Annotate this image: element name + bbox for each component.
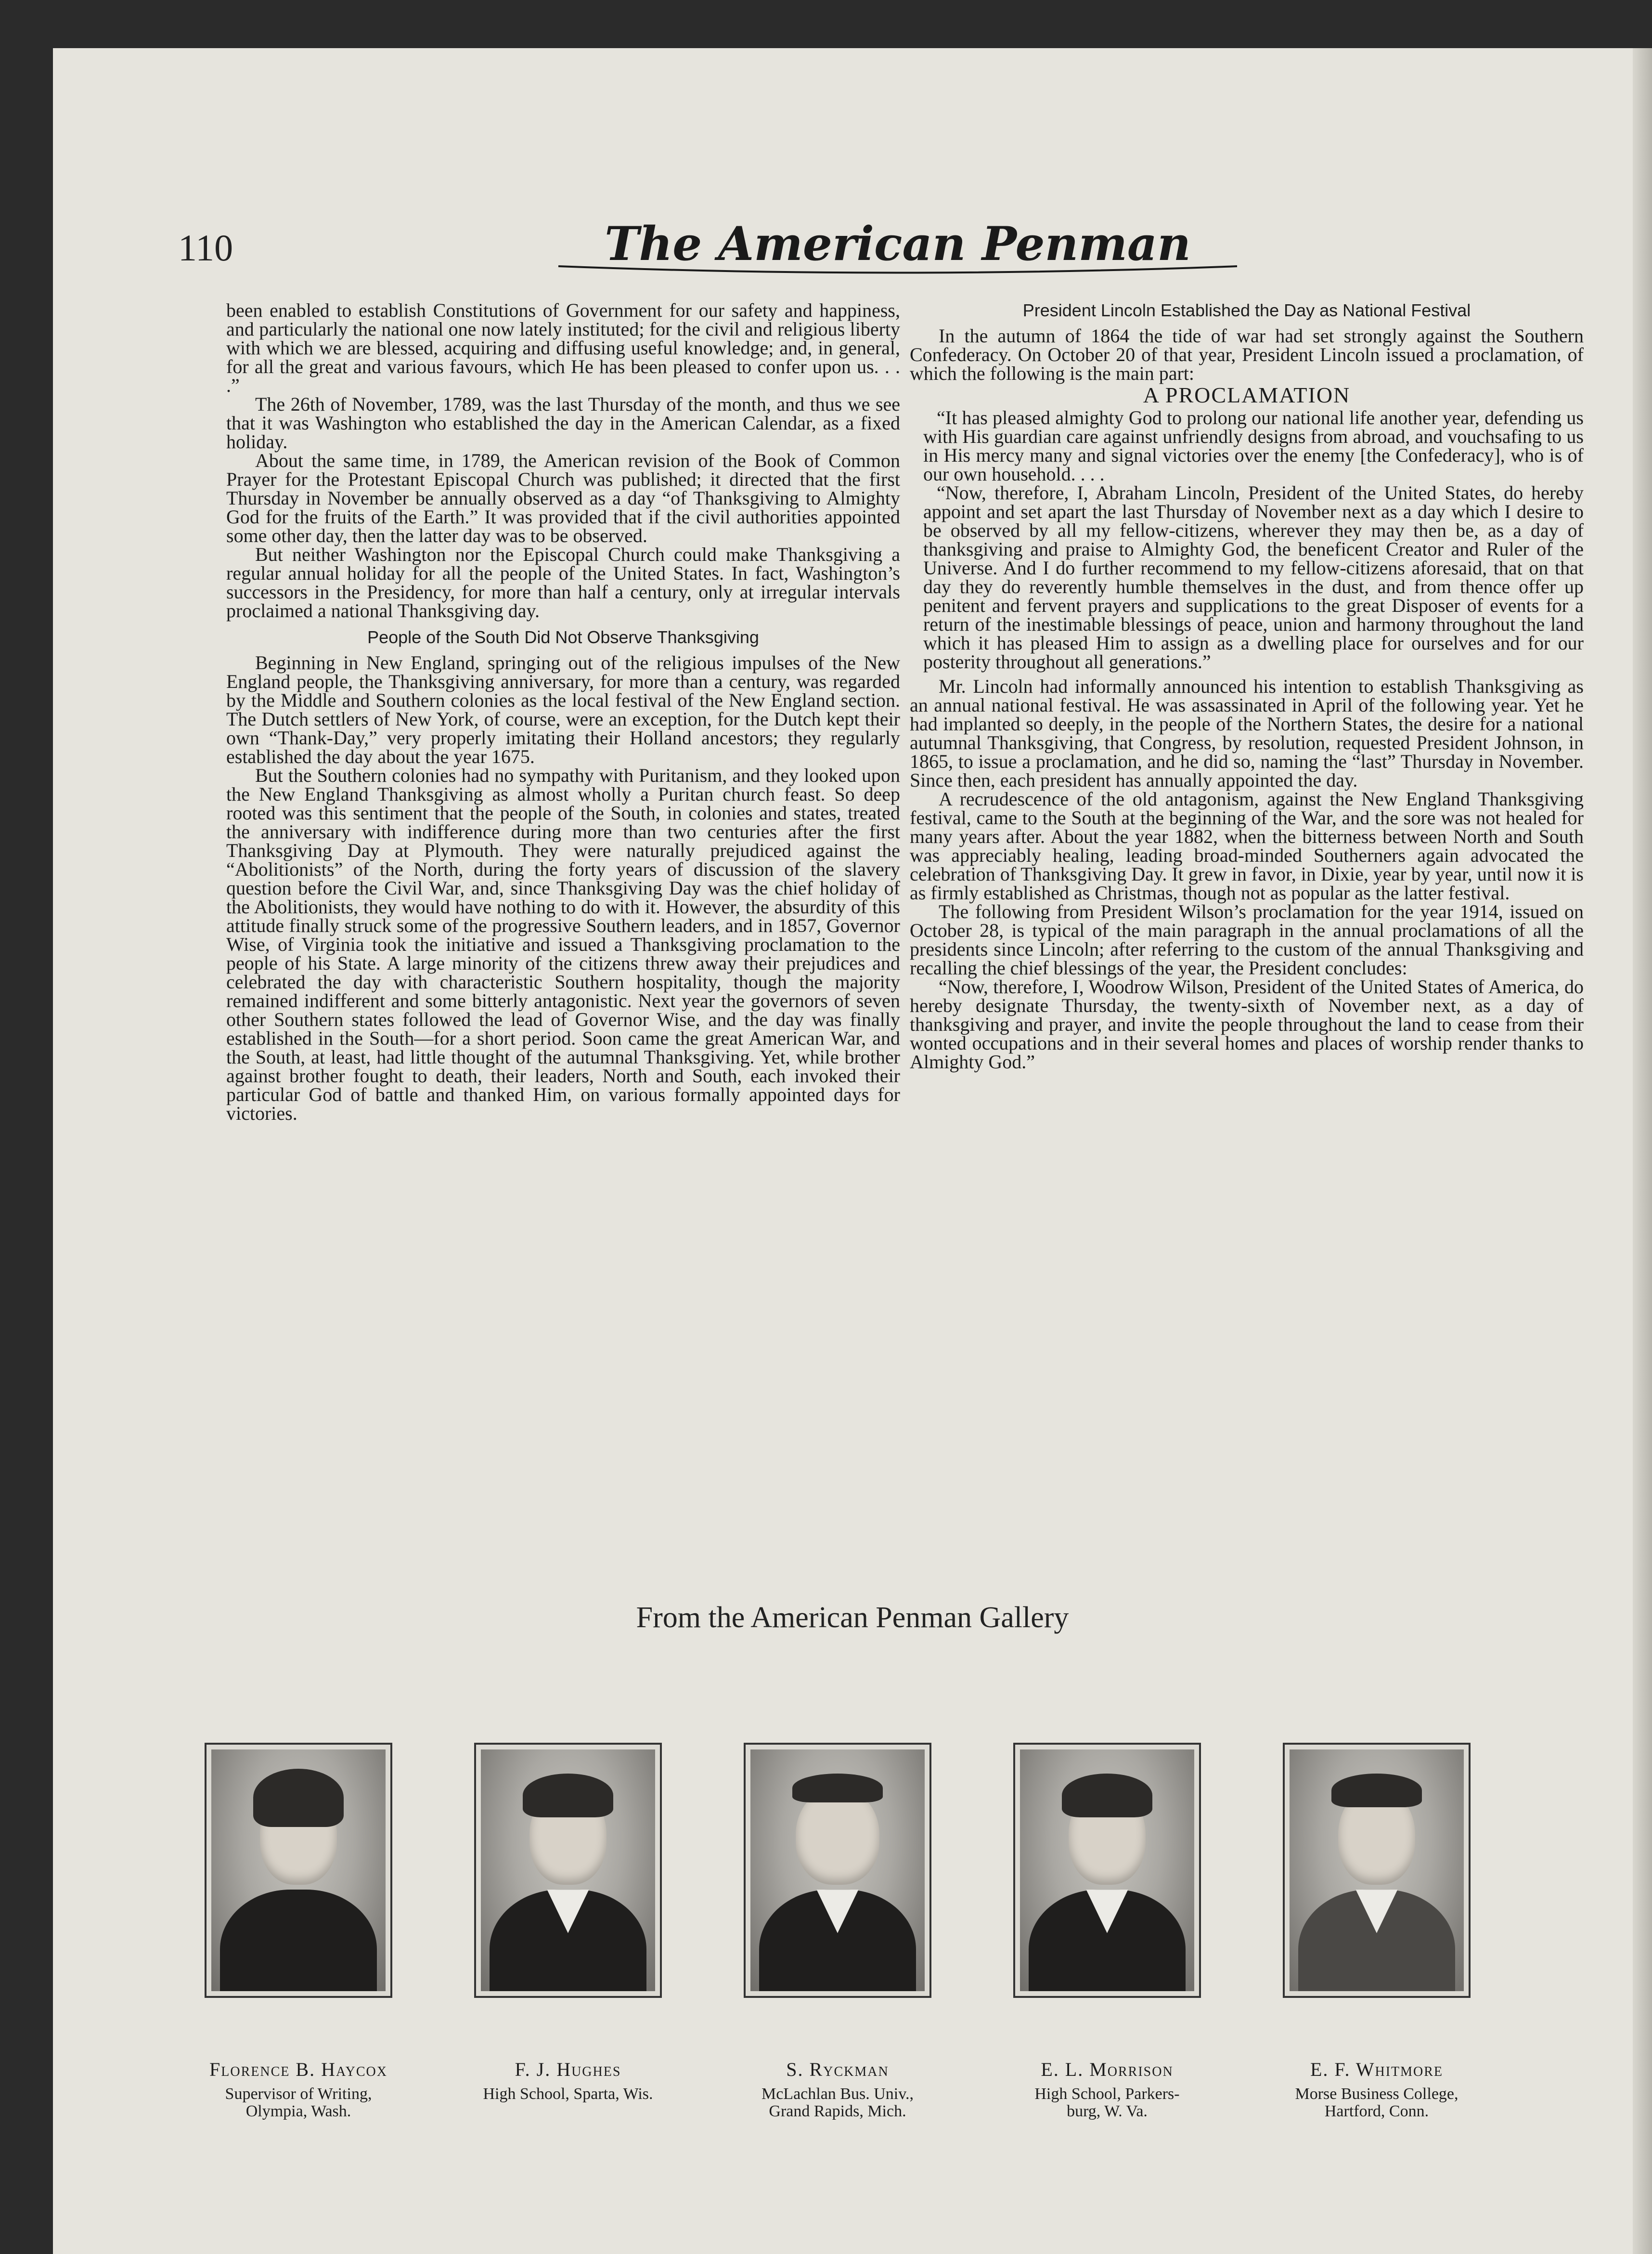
- portrait-affiliation: High School, Sparta, Wis.: [483, 2085, 653, 2103]
- portrait-affiliation: McLachlan Bus. Univ.,: [761, 2085, 914, 2103]
- masthead-text: The American Penman: [605, 217, 1191, 271]
- paragraph: The following from President Wilson’s proclamation for the year 1914, issued on October 28, is typical of the main paragraph in the annual proclamations of all the presidents since Lincoln; after referring to the custom of the annual Thanksgiving and recalling the chief blessings of the year, the President concludes:: [910, 901, 1584, 979]
- portrait-name: F. J. Hughes: [515, 2059, 621, 2080]
- paragraph: But the Southern colonies had no sympathy with Puritanism, and they looked upon the New England Thanksgiving as almost wholly a Puritan church feast. So deep rooted was this sentiment that the people of the South, in colonies and states, treated the anniversary with indifference during more than two centuries after the first Thanksgiving Day at Plymouth. They were naturally prejudiced against the “Abolitionists” of the North, during the forty years of discussion of the slavery question before the Civil War, and, since Thanksgiving Day was the chief holiday of the Abolitionists, they would have nothing to do with it. However, the absurdity of this attitude finally struck some of the progressive Southern leaders, and in 1857, Governor Wise, of Virginia took the initiative and issued a Thanksgiving proclamation to the people of his State. A large minority of the citizens threw away their prejudices and celebrated the day with characteristic Southern hospitality, though the majority remained indifferent and some bitterly antagonistic. Next year the governors of seven other Southern states followed the lead of Governor Wise, and the day was finally established in the South—for a short period. Soon came the great American War, and the South, at least, had little thought of the autumnal Thanksgiving. Yet, while brother against brother fought to death, their leaders, North and South, each invoked their particular God of battle and thanked Him, on various formally appointed days for victories.: [226, 764, 900, 1124]
- paragraph: In the autumn of 1864 the tide of war had set strongly against the Southern Confederacy. On October 20 of that year, President Lincoln issued a proclamation, of which the following is the main part:: [910, 325, 1584, 384]
- portrait-name: E. F. Whitmore: [1310, 2059, 1444, 2080]
- subheading: President Lincoln Established the Day as National Festival: [1022, 300, 1471, 320]
- quote-paragraph: “It has pleased almighty God to prolong our national life another year, defending us with His guardian care against unfriendly designs from abroad, and vouchsafing to us in His mercy many and signal victories over the enemy [the Confederacy], who is of our own household. . . .: [923, 407, 1584, 485]
- quote-paragraph: “Now, therefore, I, Abraham Lincoln, President of the United States, do hereby appoint and set apart the last Thursday of November next as a day which I desire to be observed by all my fellow-citizens, wherever they may then be, as a day of thanksgiving and praise to Almighty God, the beneficent Creator and Ruler of the Universe. And I do further recommend to my fellow-citizens aforesaid, that on that day they do reverently humble themselves in the dust, and from thence offer up penitent and fervent prayers and supplications to the great Disposer of events for a return of the inestimable blessings of peace, union and harmony throughout the land which it has pleased Him to assign as a dwelling place for ourselves and for our posterity throughout all generations.”: [923, 482, 1584, 673]
- portrait-affiliation: Grand Rapids, Mich.: [769, 2102, 906, 2120]
- portrait-caption: [443, 2058, 693, 2103]
- subheading: People of the South Did Not Observe Thanksgiving: [367, 627, 759, 647]
- paragraph: Mr. Lincoln had informally announced his intention to establish Thanksgiving as an annual national festival. He was assassinated in April of the following year. Yet he had implanted so deeply, in the people of the Northern States, the desire for a national autumnal Thanksgiving, that Congress, by resolution, requested President Johnson, in 1865, to issue a proclamation, and he did so, naming the “last” Thursday in November. Since then, each president has annually appointed the day.: [910, 675, 1584, 791]
- portrait-caption: [982, 2058, 1232, 2120]
- paragraph: About the same time, in 1789, the American revision of the Book of Common Prayer for the Protestant Episcopal Church was published; it directed that the first Thursday in November be annually observed as a day “of Thanksgiving to Almighty God for the fruits of the Earth.” It was provided that if the civil authorities appointed some other day, then the latter day was to be observed.: [226, 450, 900, 546]
- portrait-photo: [474, 1743, 662, 1998]
- portrait-name: E. L. Morrison: [1041, 2059, 1174, 2080]
- portrait-affiliation: Morse Business College,: [1295, 2085, 1458, 2103]
- portrait-photo: [744, 1743, 931, 1998]
- portrait-affiliation: burg, W. Va.: [1067, 2102, 1148, 2120]
- page-edge-shadow: [1633, 48, 1652, 2254]
- portrait-affiliation: Supervisor of Writing,: [225, 2085, 372, 2103]
- paragraph: “Now, therefore, I, Woodrow Wilson, President of the United States of America, do hereby designate Thursday, the twenty-sixth of November next, as a day of thanksgiving and prayer, and invite the people throughout the land to cease from their wonted occupations and in their several homes and places of worship render thanks to Almighty God.”: [910, 976, 1584, 1073]
- proclamation-title: A PROCLAMATION: [1143, 383, 1351, 407]
- right-column: [910, 301, 1584, 1071]
- paragraph: Beginning in New England, springing out of the religious impulses of the New England people, the Thanksgiving anniversary, for more than a century, was regarded by the Middle and Southern colonies as the local festival of the New England section. The Dutch settlers of New York, of course, were an exception, for the Dutch kept their own “Thank-Day,” very properly imitating their Holland ancestors; they regularly established the day about the year 1675.: [226, 652, 900, 767]
- gallery-title: From the American Penman Gallery: [636, 1601, 1069, 1634]
- portrait-photo: [205, 1743, 392, 1998]
- portrait-caption: [173, 2058, 424, 2120]
- portrait-caption: [712, 2058, 963, 2120]
- paragraph: been enabled to establish Constitutions of Government for our safety and happiness, and particularly the national one now lately instituted; for the civil and religious liberty with which we are blessed, acquiring and diffusing useful knowledge; and, in general, for all the great and various favours, which He has been pleased to confer upon us. . . .”: [226, 299, 900, 396]
- left-column: [226, 301, 900, 1123]
- masthead-logo: [549, 214, 1247, 277]
- page-number: 110: [178, 227, 233, 269]
- portrait-affiliation: High School, Parkers-: [1034, 2085, 1180, 2103]
- portrait-name: Florence B. Haycox: [209, 2059, 387, 2080]
- portrait-name: S. Ryckman: [786, 2059, 889, 2080]
- portrait-photo: [1013, 1743, 1201, 1998]
- paragraph: A recrudescence of the old antagonism, against the New England Thanksgiving festival, came to the South at the beginning of the War, and the sore was not healed for many years after. About the year 1882, when the bitterness between North and South was appreciably healing, leading broad-minded Southerners again advocated the celebration of Thanksgiving Day. It grew in favor, in Dixie, year by year, until now it is as firmly established as Christmas, though not as popular as the latter festival.: [910, 788, 1584, 904]
- portrait-affiliation: Olympia, Wash.: [245, 2102, 351, 2120]
- paragraph: But neither Washington nor the Episcopal Church could make Thanksgiving a regular annual holiday for all the people of the United States. In fact, Washington’s successors in the Presidency, for more than half a century, only at irregular intervals proclaimed a national Thanksgiving day.: [226, 544, 900, 622]
- portrait-photo: [1283, 1743, 1471, 1998]
- magazine-page: [53, 48, 1652, 2254]
- portrait-caption: [1252, 2058, 1502, 2120]
- portrait-affiliation: Hartford, Conn.: [1324, 2102, 1429, 2120]
- paragraph: The 26th of November, 1789, was the last Thursday of the month, and thus we see that it was Washington who established the day in the American Calendar, as a fixed holiday.: [226, 393, 900, 453]
